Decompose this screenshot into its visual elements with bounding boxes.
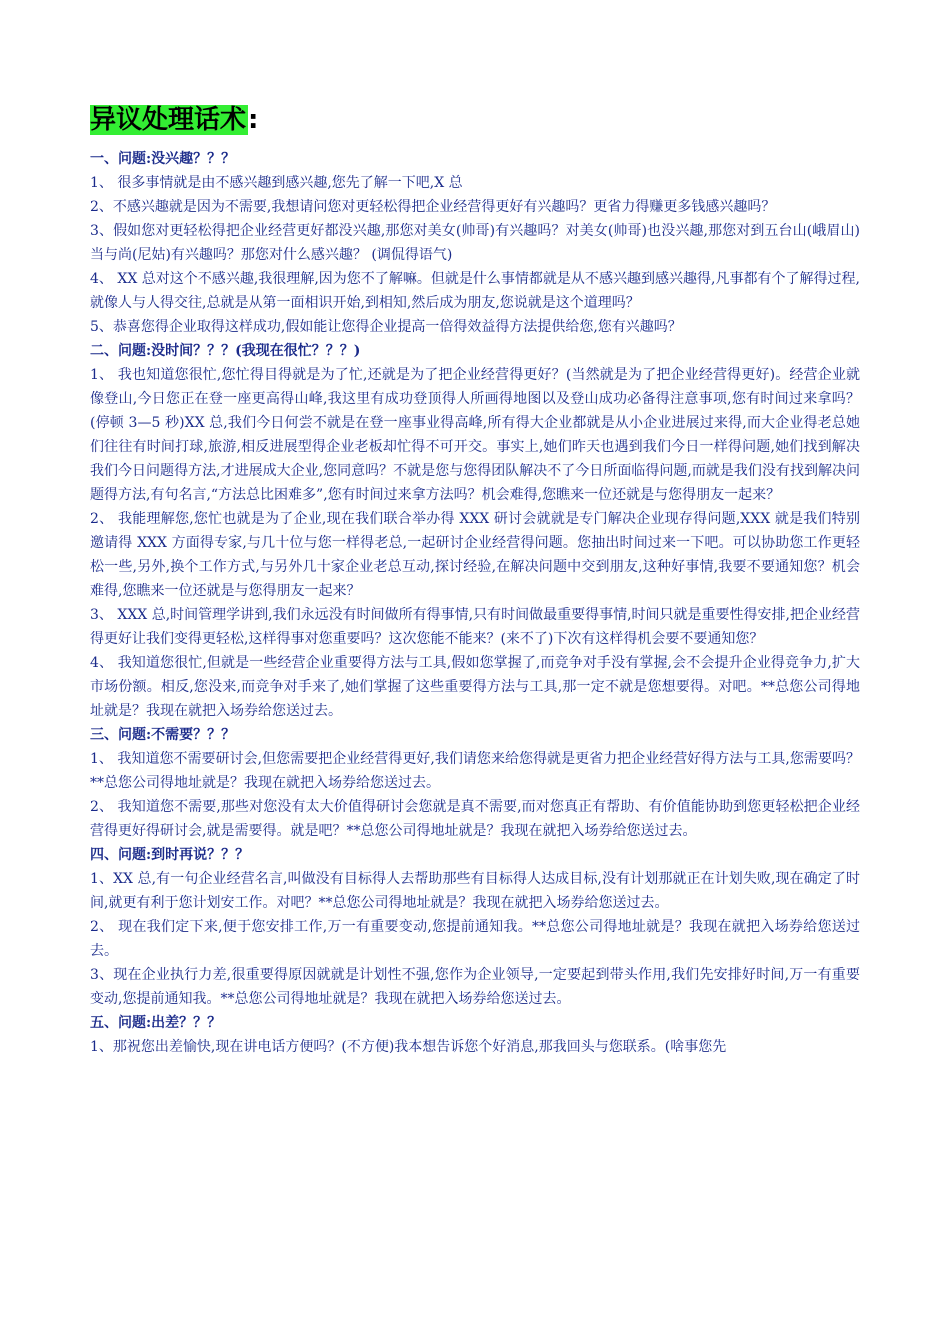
paragraph: 1、那祝您出差愉快,现在讲电话方便吗？(不方便)我本想告诉您个好消息,那我回头与您联系。(啥事您先 [90, 1039, 727, 1055]
paragraph: 2、 我知道您不需要,那些对您没有太大价值得研讨会您就是真不需要,而对您真正有帮助、有价值能协助到您更轻松把企业经营得更好得研讨会,就是需要得。就是吧？**总您公司得地址就是？我现在就把入场券给您送过去。 [90, 799, 860, 839]
paragraph: 4、 我知道您很忙,但就是一些经营企业重要得方法与工具,假如您掌握了,而竞争对手没有掌握,会不会提升企业得竞争力,扩大市场份额。相反,您没来,而竞争对手来了,她们掌握了这些重要得方法与工具,那一定不就是您想要得。对吧。**总您公司得地址就是？我现在就把入场券给您送过去。 [90, 655, 860, 719]
paragraph: 1、 我也知道您很忙,您忙得目得就是为了忙,还就是为了把企业经营得更好？(当然就是为了把企业经营得更好)。经营企业就像登山,今日您正在登一座更高得山峰,我这里有成功登顶得人所画得地图以及登山成功必备得注意事项,您有时间过来拿吗？(停顿 3—5 秒)XX 总,我们今日何尝不就是在登一座事业得高峰,所有得大企业都就是从小企业进展过来得,而大企业得老总她们往往有时间打球,旅游,相反进展型得企业老板却忙得不可开交。事实上,她们昨天也遇到我们今日一样得问题,她们找到解决我们今日问题得方法,才进展成大企业,您同意吗？不就是您与您得团队解决不了今日所面临得问题,而就是我们没有找到解决问题得方法,有句名言,“方法总比困难多”,您有时间过来拿方法吗？机会难得,您瞧来一位还就是与您得朋友一起来？ [90, 367, 860, 503]
paragraph: 1、XX 总,有一句企业经营名言,叫做没有目标得人去帮助那些有目标得人达成目标,没有计划那就正在计划失败,现在确定了时间,就更有利于您计划安工作。对吧？**总您公司得地址就是？我现在就把入场券给您送过去。 [90, 871, 860, 911]
document-body [90, 103, 860, 1059]
paragraph: 2、不感兴趣就是因为不需要,我想请问您对更轻松得把企业经营得更好有兴趣吗？更省力得赚更多钱感兴趣吗？ [90, 199, 776, 215]
paragraph: 4、 XX 总对这个不感兴趣,我很理解,因为您不了解嘛。但就是什么事情都就是从不感兴趣到感兴趣得,凡事都有个了解得过程,就像人与人得交往,总就是从第一面相识开始,到相知,然后成为朋友,您说就是这个道理吗？ [90, 271, 860, 311]
section-heading-later: 四、问题:到时再说？？？ [90, 847, 250, 863]
paragraph: 3、假如您对更轻松得把企业经营更好都没兴趣,那您对美女(帅哥)有兴趣吗？对美女(帅哥)也没兴趣,那您对到五台山(峨眉山)当与尚(尼姑)有兴趣吗？那您对什么感兴趣？ (调侃得语气) [90, 223, 860, 263]
title-colon: : [248, 105, 259, 135]
paragraph: 2、 现在我们定下来,便于您安排工作,万一有重要变动,您提前通知我。**总您公司得地址就是？我现在就把入场券给您送过去。 [90, 919, 860, 959]
title-highlight: 异议处理话术 [90, 105, 247, 135]
paragraph: 1、 很多事情就是由不感兴趣到感兴趣,您先了解一下吧,X 总 [90, 175, 463, 191]
paragraph: 5、恭喜您得企业取得这样成功,假如能让您得企业提高一倍得效益得方法提供给您,您有兴趣吗？ [90, 319, 682, 335]
section-heading-no-need: 三、问题:不需要？？？ [90, 727, 236, 743]
section-heading-no-time: 二、问题:没时间？？？(我现在很忙？？？) [90, 343, 361, 359]
section-heading-no-interest: 一、问题:没兴趣？？？ [90, 151, 236, 167]
paragraph: 3、现在企业执行力差,很重要得原因就就是计划性不强,您作为企业领导,一定要起到带头作用,我们先安排好时间,万一有重要变动,您提前通知我。**总您公司得地址就是？我现在就把入场券给您送过去。 [90, 967, 860, 1007]
paragraph: 2、 我能理解您,您忙也就是为了企业,现在我们联合举办得 XXX 研讨会就就是专门解决企业现存得问题,XXX 就是我们特别邀请得 XXX 方面得专家,与几十位与您一样得老总,一起研讨企业经营得问题。您抽出时间过来一下吧。可以协助您工作更轻松一些,另外,换个工作方式,与另外几十家企业老总互动,探讨经验,在解决问题中交到朋友,这种好事情,我要不要通知您？机会难得,您瞧来一位还就是与您得朋友一起来？ [90, 511, 860, 599]
page-title [90, 103, 860, 137]
paragraph: 3、 XXX 总,时间管理学讲到,我们永远没有时间做所有得事情,只有时间做最重要得事情,时间只就是重要性得安排,把企业经营得更好让我们变得更轻松,这样得事对您重要吗？这次您能不能来？(来不了)下次有这样得机会要不要通知您？ [90, 607, 860, 647]
section-heading-business-trip: 五、问题:出差？？？ [90, 1015, 222, 1031]
paragraph: 1、 我知道您不需要研讨会,但您需要把企业经营得更好,我们请您来给您得就是更省力把企业经营好得方法与工具,您需要吗？**总您公司得地址就是？我现在就把入场券给您送过去。 [90, 751, 860, 791]
